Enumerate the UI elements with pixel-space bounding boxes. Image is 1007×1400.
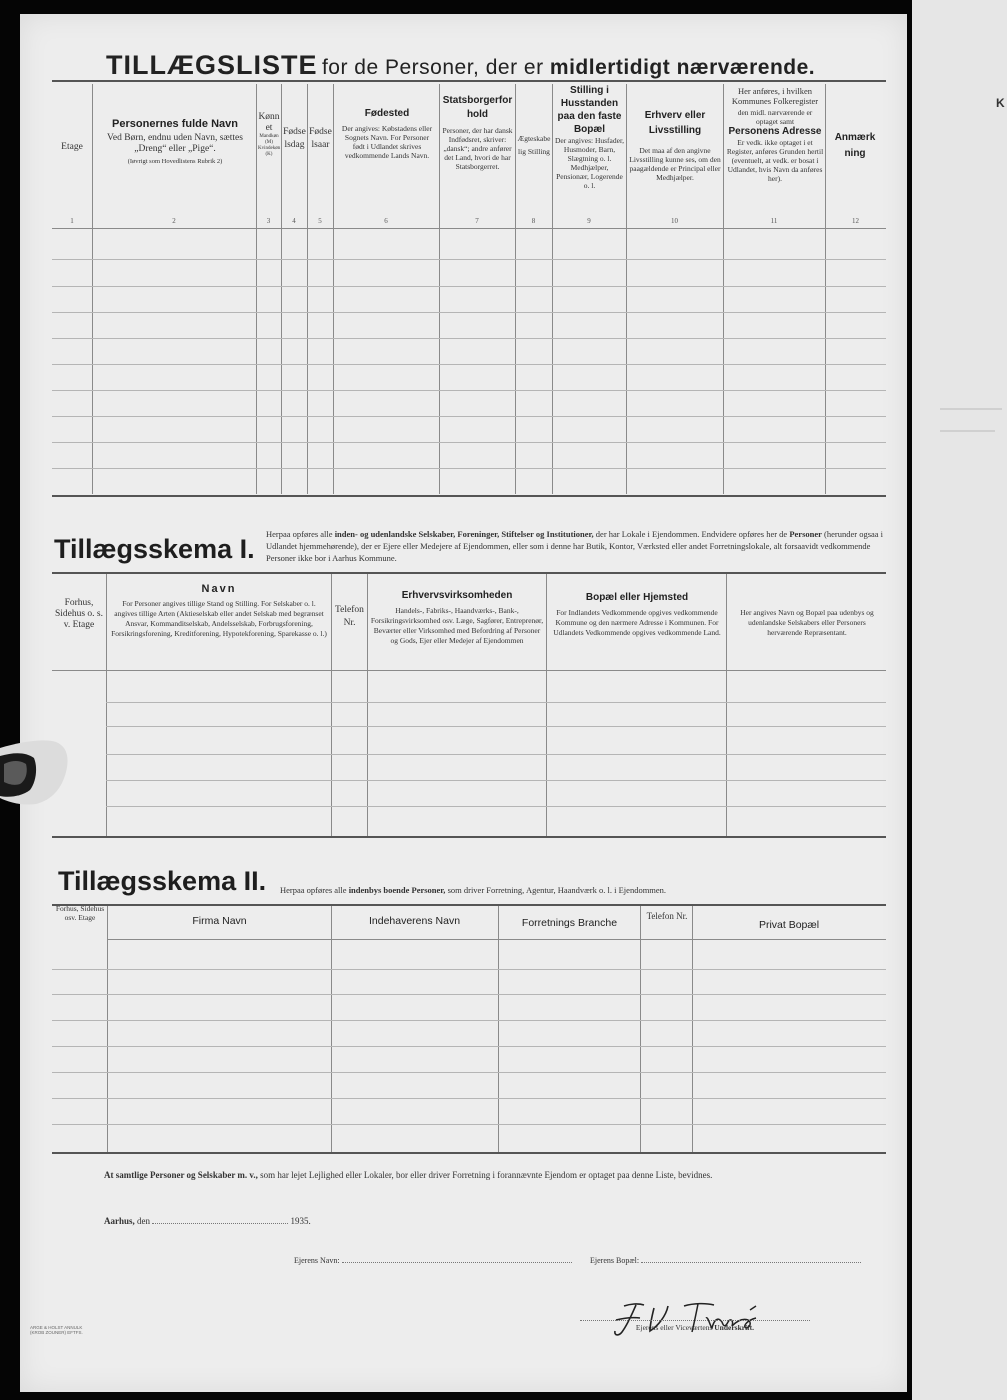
skema2-col-floor-header: Forhus, Sidehus osv. Etage xyxy=(55,904,105,922)
pencil-mark xyxy=(940,408,1002,410)
skema2-title: Tillægsskema II. xyxy=(58,866,267,896)
col-number: 7 xyxy=(475,217,479,225)
col-number: 9 xyxy=(587,217,591,225)
col-remarks-header: Anmærkning xyxy=(834,132,876,159)
col-number: 4 xyxy=(292,217,296,225)
skema1-note: Herpaa opføres alle inden- og udenlandske Selskaber, Foreninger, Stiftelser og Institutioner, der har Lokale i Ejendommen. Endvidere opføres her de Personer (herunder ogsaa i Udlandet hjemmehørende), der er Ejere eller Medejere af Ejendommen, eller som i denne har Butik, Kontor, Værksted eller andet Forretningslokale, alt forsaavidt vedkommende Personer ikke bor i Aarhus Kommune. xyxy=(266,529,884,563)
skema1-col-floor-header: Forhus, Sidehus o. s. v. Etage xyxy=(54,598,104,630)
col-number: 3 xyxy=(266,217,271,225)
col-birthplace-header: Fødested Der angives: Købstadens eller Sognets Navn. For Personer født i Udlandet skrives vedkommende Lands Navn. xyxy=(341,108,433,160)
attestation-text: At samtlige Personer og Selskaber m. v., som har lejet Lejlighed eller Lokaler, bor eller driver Forretning i forannævnte Ejendom er optaget paa denne Liste, bevidnes. xyxy=(104,1170,713,1180)
table-bottom-rule xyxy=(52,495,886,497)
header-rule xyxy=(52,228,886,229)
signature-label: Ejerens eller Viceværtens Underskrift. xyxy=(580,1320,810,1332)
next-page-label: K xyxy=(996,96,1005,110)
printer-mark: ARGE & HOLST ANNULK (KROB ZOUNER) EFTFS. xyxy=(30,1325,83,1335)
col-registry-header: Her anføres, i hvilken Kommunes Folkeregister den midl. nærværende er optaget samt Personens Adresse Er vedk. ikke optaget i et Register, anføres Grunden hertil (eventuelt, at vedk. er bosat i Udlandet, hvis Navn da anføres her). xyxy=(726,86,824,183)
skema1-col-address-header: Bopæl eller Hjemsted For Indlandets Vedkommende opgives vedkommende Kommune og den nærmere Adresse i Kommunen. For Udlandets Vedkommende opgives vedkommende Land. xyxy=(553,592,721,637)
col-number: 1 xyxy=(70,217,74,225)
col-citizenship-header: Statsborgerforhold Personer, der har dansk Indfødsret, skriver: „dansk“; andre anfører det Land, hvori de har Statsborgerret. xyxy=(442,95,513,171)
skema1-title: Tillægsskema I. xyxy=(54,534,255,564)
form-title xyxy=(106,50,815,81)
owner-name-line: Ejerens Navn: xyxy=(294,1256,572,1265)
col-number: 2 xyxy=(172,217,176,225)
skema1-col-business-header: Erhvervsvirksomheden Handels-, Fabriks-, Haandværks-, Bank-, Forsikringsvirksomhed osv. Læge, Sagfører, Entreprenør, Beværter eller Virksomhed med Befordring af Personer og Gods, Ejer eller Medejer af Ejendommen xyxy=(370,590,544,645)
col-number: 8 xyxy=(531,217,536,225)
col-gender-header: Kønnet Mandkøn (M) Kvindekøn (K) xyxy=(258,112,281,157)
skema1-col-phone-header: Telefon Nr. xyxy=(335,605,364,628)
skema2-col-firm-header: Firma Navn xyxy=(192,915,247,927)
thumb-holding-page xyxy=(0,738,70,808)
skema2-col-owner-header: Indehaverens Navn xyxy=(368,915,461,927)
col-household-header: Stilling i Husstanden paa den faste Bopæl Der angives: Husfader, Husmoder, Barn, Slægtning o. l. Medhjælper, Pensionær, Logerende o. l. xyxy=(554,85,625,190)
form-page xyxy=(20,14,907,1392)
col-number: 11 xyxy=(770,217,778,225)
col-occupation-header: Erhverv eller Livsstilling Det maa af den angivne Livsstilling kunne ses, om den paagældende er Principal eller Medhjælper. xyxy=(629,110,721,182)
col-name-header: Personernes fulde Navn Ved Børn, endnu uden Navn, sættes „Dreng“ eller „Pige“. (Iøvrigt som Hovedlistens Rubrik 2) xyxy=(107,118,243,165)
col-number: 10 xyxy=(671,217,678,225)
skema1-col-name-header: Navn For Personer angives tillige Stand og Stilling. For Selskaber o. l. angives tillige Arten (Aktieselskab eller andet Selskab med begrænset Ansvar, Kommanditselskab, Andelsselskab, Forbrugsforening, Forsikringsforening, Kreditforening, Hypotekforening, Sparekasse o. l.) xyxy=(111,583,327,638)
skema2-col-phone-header: Telefon Nr. xyxy=(646,911,688,921)
col-birthyear-header: Fødselsaar xyxy=(309,127,332,150)
skema2-col-branch-header: Forretnings Branche xyxy=(521,917,618,929)
table-top-rule xyxy=(52,80,886,82)
skema1-col-representative-header: Her angives Navn og Bopæl paa udenbys og udenlandske Selskabers eller Personers herværende Repræsentant. xyxy=(740,608,874,637)
col-number: 5 xyxy=(318,217,322,225)
col-birthday-header: Fødselsdag xyxy=(283,127,306,150)
col-number: 12 xyxy=(852,217,859,225)
skema2-note: Herpaa opføres alle indenbys boende Personer, som driver Forretning, Agentur, Haandværk o. l. i Ejendommen. xyxy=(280,885,667,895)
date-line: Aarhus, den 1935. xyxy=(104,1216,311,1226)
pencil-mark xyxy=(940,430,995,432)
year-value: 1935. xyxy=(290,1216,311,1226)
title-main: TILLÆGSLISTE xyxy=(106,50,318,80)
skema2-col-address-header: Privat Bopæl xyxy=(758,919,820,931)
col-number: 6 xyxy=(384,217,388,225)
next-page-edge xyxy=(912,0,1007,1400)
col-marital-header: Ægteskabelig Stilling xyxy=(517,134,551,156)
col-etage-header: Etage xyxy=(61,142,83,152)
owner-address-line: Ejerens Bopæl: xyxy=(590,1256,861,1265)
title-rest: for de Personer, der er midlertidigt nærværende. xyxy=(321,56,816,79)
